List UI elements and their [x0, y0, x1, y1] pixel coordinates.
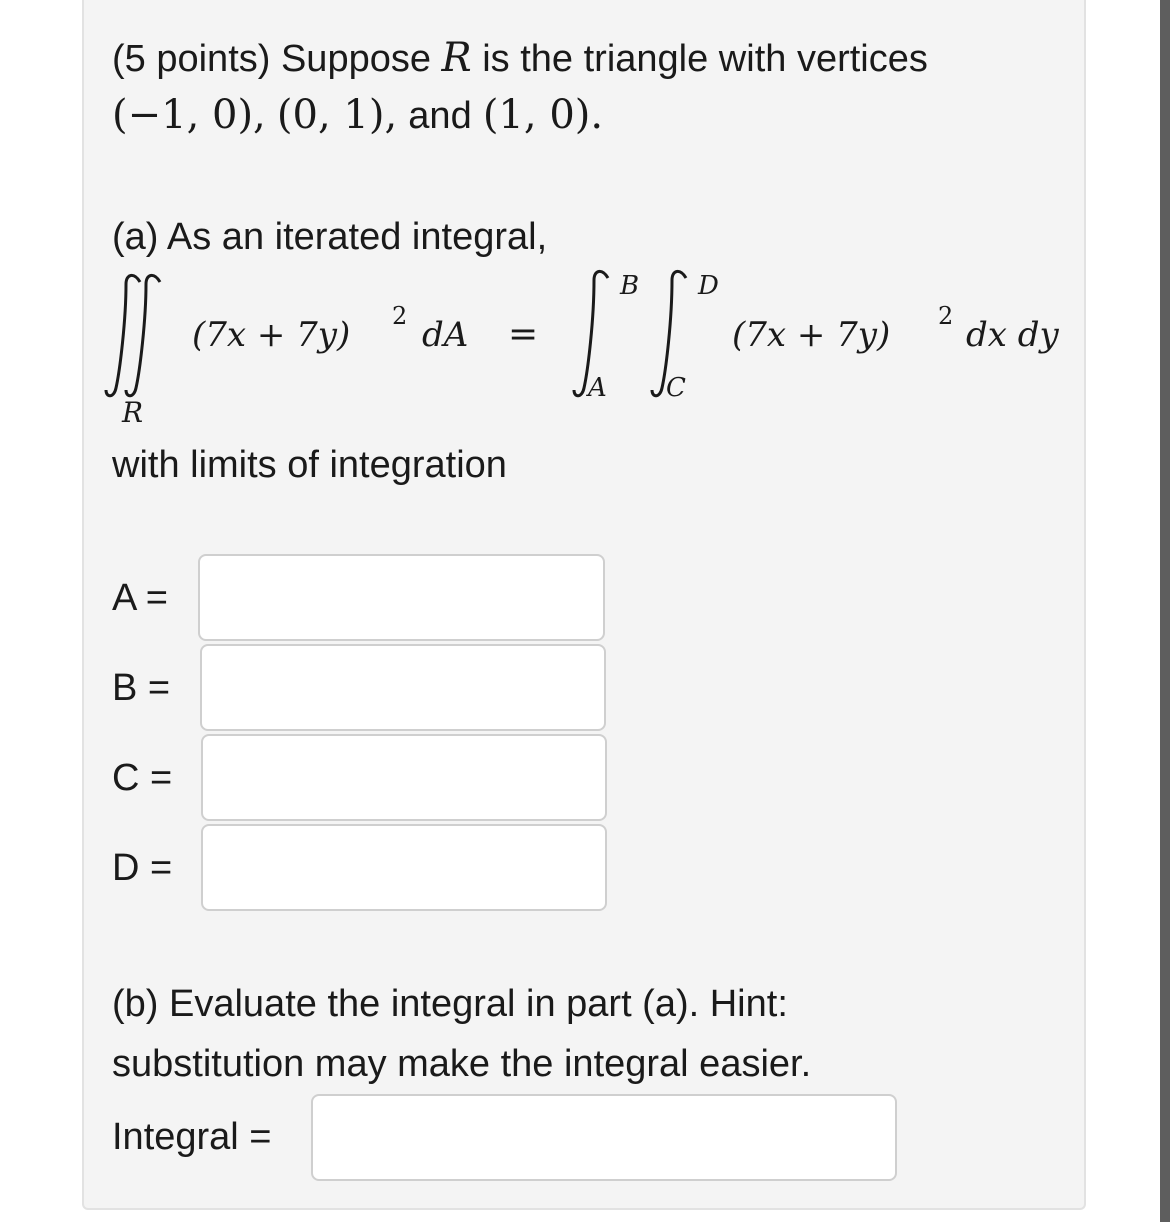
- field-label-c: C =: [112, 757, 173, 799]
- integral-answer-input[interactable]: [311, 1094, 897, 1181]
- lhs-region: R: [122, 396, 144, 429]
- points-prefix: (5 points) Suppose: [112, 38, 431, 80]
- vertex-2: (0, 1),: [276, 92, 398, 138]
- scrollbar[interactable]: [1160, 0, 1170, 1222]
- and-word: and: [408, 95, 472, 137]
- region-suffix: is the triangle with vertices: [482, 38, 928, 80]
- limits-text: with limits of integration: [112, 444, 507, 486]
- answer-input-b[interactable]: [200, 644, 606, 731]
- rhs-integrand: (7x + 7y): [732, 315, 891, 355]
- field-label-d: D =: [112, 847, 173, 889]
- answer-input-a[interactable]: [198, 554, 605, 641]
- question-line-1: [112, 35, 928, 81]
- equals-sign: =: [508, 314, 539, 355]
- inner-upper-limit: D: [698, 271, 719, 301]
- region-symbol: R: [441, 35, 472, 81]
- vertex-1: (−1, 0),: [112, 92, 266, 138]
- integral-equation: [100, 260, 1100, 435]
- outer-lower-limit: A: [588, 373, 607, 403]
- answer-input-c[interactable]: [201, 734, 607, 821]
- lhs-exponent: 2: [392, 302, 408, 330]
- outer-upper-limit: B: [620, 271, 640, 301]
- part-b-line-2: substitution may make the integral easier.: [112, 1043, 812, 1085]
- inner-lower-limit: C: [666, 373, 686, 403]
- integral-label: Integral =: [112, 1116, 272, 1158]
- lhs-differential: dA: [422, 315, 469, 355]
- answer-input-d[interactable]: [201, 824, 607, 911]
- question-line-2: [112, 92, 604, 138]
- rhs-exponent: 2: [938, 302, 954, 330]
- field-label-a: A =: [112, 577, 168, 619]
- rhs-differentials: dx dy: [966, 315, 1059, 355]
- double-integral-sign-1: [106, 275, 140, 395]
- part-b-line-1: (b) Evaluate the integral in part (a). Hint:: [112, 983, 788, 1025]
- vertex-3: (1, 0).: [482, 92, 604, 138]
- double-integral-sign-2: [126, 275, 160, 395]
- lhs-integrand: (7x + 7y): [192, 315, 351, 355]
- part-a-intro: (a) As an iterated integral,: [112, 216, 548, 258]
- field-label-b: B =: [112, 667, 171, 709]
